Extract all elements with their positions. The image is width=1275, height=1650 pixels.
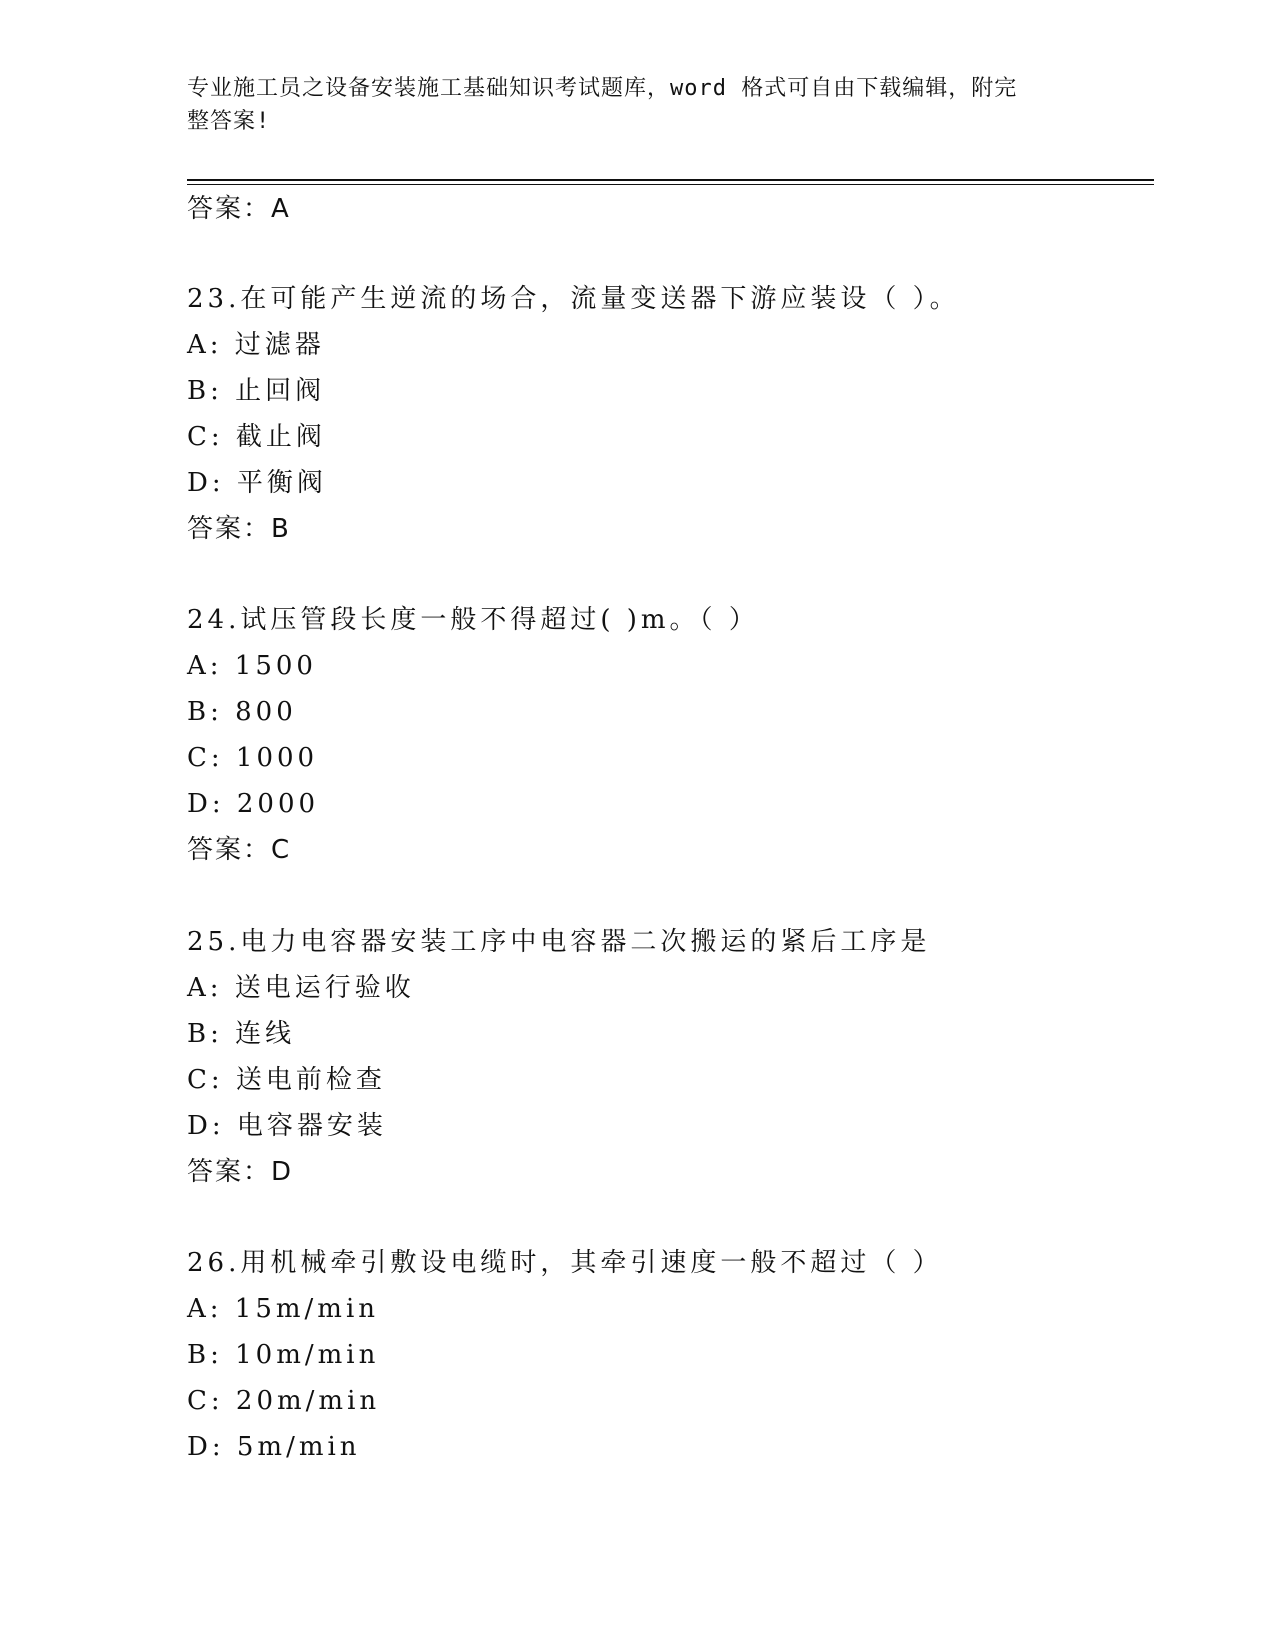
header-line-1: 专业施工员之设备安装施工基础知识考试题库，word 格式可自由下载编辑，附完 — [187, 76, 1018, 101]
question-23-option-b: B: 止回阀 — [187, 376, 326, 406]
question-26-stem: 26.用机械牵引敷设电缆时，其牵引速度一般不超过（ ） — [187, 1248, 943, 1278]
question-23-answer: 答案：B — [187, 514, 291, 544]
question-25-stem: 25.电力电容器安装工序中电容器二次搬运的紧后工序是 — [187, 927, 931, 957]
question-23-option-c: C: 截止阀 — [187, 422, 326, 452]
question-24-stem: 24.试压管段长度一般不得超过( )m。（ ） — [187, 605, 759, 635]
question-26-option-b: B: 10m/min — [187, 1340, 380, 1370]
question-25-answer: 答案：D — [187, 1157, 294, 1187]
answer-22: 答案：A — [187, 194, 291, 224]
question-25-option-d: D: 电容器安装 — [187, 1111, 387, 1141]
question-24-option-c: C: 1000 — [187, 743, 319, 773]
question-26-option-c: C: 20m/min — [187, 1386, 381, 1416]
question-24-option-b: B: 800 — [187, 697, 297, 727]
question-23-option-a: A: 过滤器 — [187, 330, 325, 360]
question-25-option-c: C: 送电前检查 — [187, 1065, 386, 1095]
question-25-option-b: B: 连线 — [187, 1019, 296, 1049]
question-24-option-a: A: 1500 — [187, 651, 317, 681]
question-23-option-d: D: 平衡阀 — [187, 468, 327, 498]
question-24-answer: 答案：C — [187, 835, 292, 865]
header-divider-thick — [187, 179, 1154, 181]
question-26-option-d: D: 5m/min — [187, 1432, 361, 1462]
question-24-option-d: D: 2000 — [187, 789, 320, 819]
header-divider-thin — [187, 184, 1154, 185]
question-25-option-a: A: 送电运行验收 — [187, 973, 415, 1003]
question-26-option-a: A: 15m/min — [187, 1294, 380, 1324]
header-line-2: 整答案! — [187, 109, 271, 134]
document-header — [187, 72, 1087, 138]
question-23-stem: 23.在可能产生逆流的场合，流量变送器下游应装设（ ）。 — [187, 284, 960, 314]
